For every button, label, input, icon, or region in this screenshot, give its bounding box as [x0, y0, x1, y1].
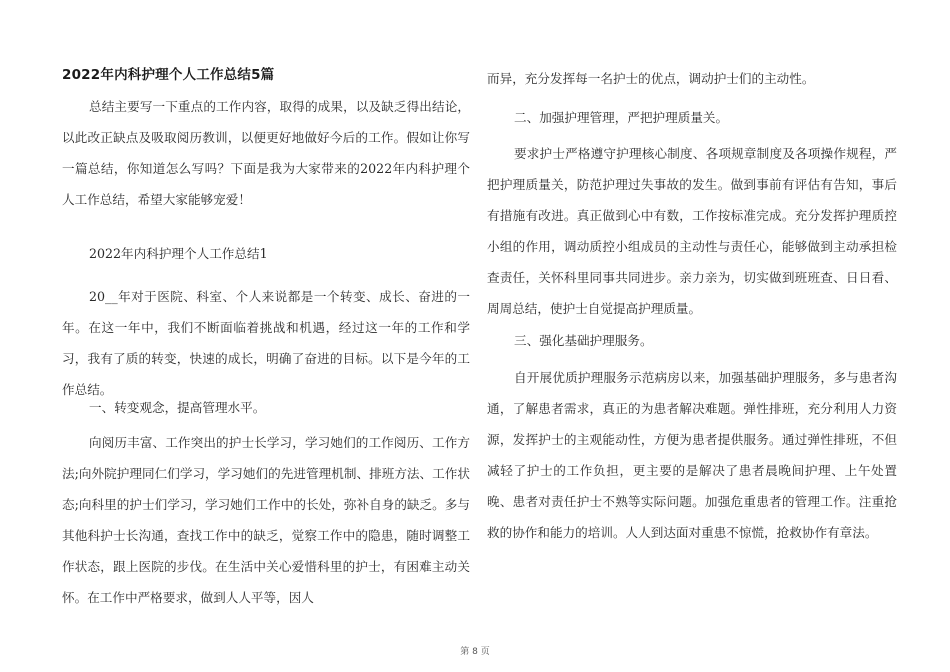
- heading-two: 二、加强护理管理，严把护理质量关。: [514, 110, 729, 125]
- section-title: 2022年内科护理个人工作总结1: [89, 246, 268, 261]
- paragraph-continuation: 而异，充分发挥每一名护士的优点，调动护士们的主动性。: [487, 71, 815, 86]
- intro-paragraph: 总结主要写一下重点的工作内容，取得的成果，以及缺乏得出结论，以此改正缺点及吸取阅历教训，以便更好地做好今后的工作。假如让你写一篇总结，你知道怎么写吗？下面是我为大家带来的2022年内科护理个人工作总结，希望大家能够宠爱！: [62, 99, 470, 207]
- heading-three: 三、强化基础护理服务。: [514, 333, 653, 348]
- paragraph-quality: 要求护士严格遵守护理核心制度、各项规章制度及各项操作规程，严把护理质量关，防范护理过失事故的发生。做到事前有评估有告知，事后有措施有改进。真正做到心中有数，工作按标准完成。充分发挥护理质控小组的作用，调动质控小组成员的主动性与责任心，能够做到主动承担检查责任，关怀科里同事共同进步。亲力亲为，切实做到班班查、日日看、周周总结，使护士自觉提高护理质量。: [487, 146, 897, 316]
- paragraph-basic-care: 自开展优质护理服务示范病房以来，加强基础护理服务，多与患者沟通，了解患者需求，真正的为患者解决难题。弹性排班，充分利用人力资源，发挥护士的主观能动性，方便为患者提供服务。通过弹性排班，不但减轻了护士的工作负担，更主要的是解决了患者晨晚间护理、上午处置晚、患者对责任护士不熟等实际问题。加强危重患者的管理工作。注重抢救的协作和能力的培训。人人到达面对重患不惊慌，抢救协作有章法。: [487, 370, 897, 540]
- document-title: 2022年内科护理个人工作总结5篇: [62, 67, 275, 83]
- paragraph-learning: 向阅历丰富、工作突出的护士长学习，学习她们的工作阅历、工作方法;向外院护理同仁们学习，学习她们的先进管理机制、排班方法、工作状态;向科里的护士们学习，学习她们工作中的长处，弥补自身的缺乏。多与其他科护士长沟通，查找工作中的缺乏，觉察工作中的隐患，随时调整工作状态，跟上医院的步伐。在生活中关心爱惜科里的护士，有困难主动关怀。在工作中严格要求，做到人人平等，因人: [62, 435, 470, 605]
- page-number: 第 8 页: [460, 647, 490, 657]
- heading-one: 一、转变观念，提高管理水平。: [89, 400, 266, 415]
- paragraph-year-summary: 20__年对于医院、科室、个人来说都是一个转变、成长、奋进的一年。在这一年中，我们不断面临着挑战和机遇，经过这一年的工作和学习，我有了质的转变，快速的成长，明确了奋进的目标。以下是今年的工作总结。: [62, 289, 470, 397]
